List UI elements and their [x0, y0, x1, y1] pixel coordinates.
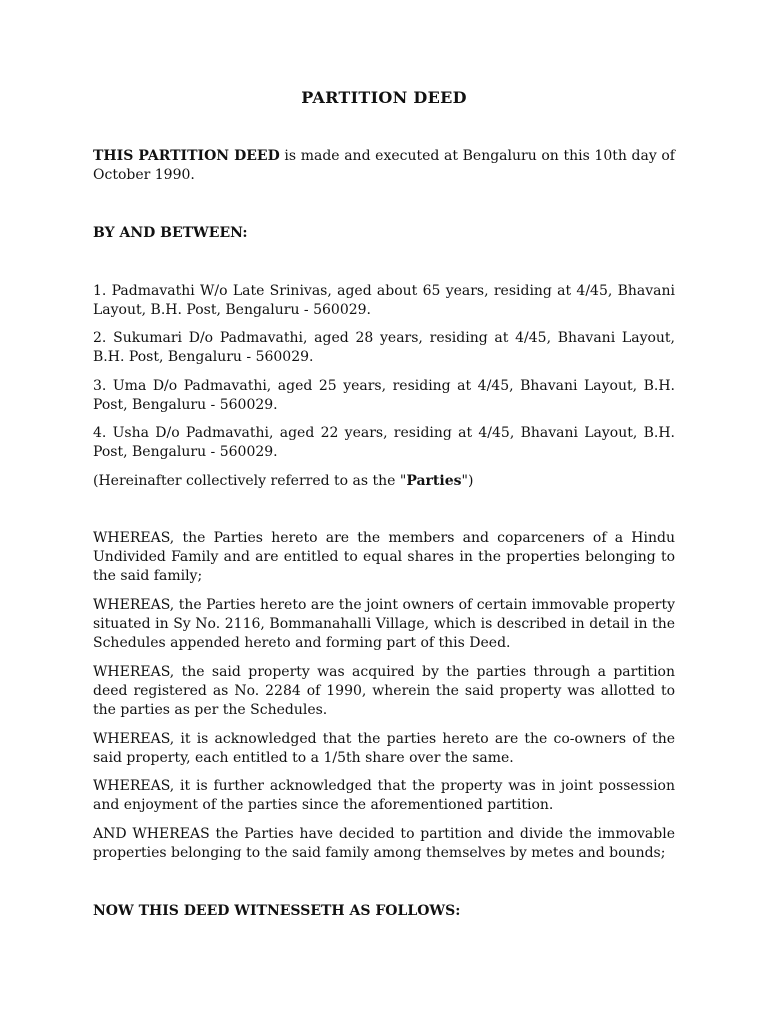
- parties-note-bold: Parties: [406, 473, 462, 489]
- recital-item: WHEREAS, the Parties hereto are the members and coparceners of a Hindu Undivided Family and are entitled to equal shares in the properties belonging to the said family;: [93, 530, 675, 584]
- party-item: 2. Sukumari D/o Padmavathi, aged 28 years, residing at 4/45, Bhavani Layout, B.H. Post, Bengaluru - 560029.: [93, 330, 675, 365]
- parties-note: [93, 472, 675, 491]
- party-item: 1. Padmavathi W/o Late Srinivas, aged about 65 years, residing at 4/45, Bhavani Layout, B.H. Post, Bengaluru - 560029.: [93, 283, 675, 318]
- party-item: 4. Usha D/o Padmavathi, aged 22 years, residing at 4/45, Bhavani Layout, B.H. Post, Bengaluru - 560029.: [93, 425, 675, 460]
- party-item: 3. Uma D/o Padmavathi, aged 25 years, residing at 4/45, Bhavani Layout, B.H. Post, Bengaluru - 560029.: [93, 378, 675, 413]
- intro-paragraph: [93, 147, 675, 185]
- between-heading: BY AND BETWEEN:: [93, 225, 248, 241]
- recital-item: WHEREAS, the Parties hereto are the joint owners of certain immovable property situated in Sy No. 2116, Bommanahalli Village, which is described in detail in the Schedules appended hereto and forming part of this Deed.: [93, 597, 675, 651]
- recital-item: WHEREAS, it is further acknowledged that the property was in joint possession and enjoyment of the parties since the aforementioned partition.: [93, 778, 675, 813]
- witnesseth-heading: NOW THIS DEED WITNESSETH AS FOLLOWS:: [93, 903, 461, 919]
- intro-lead: THIS PARTITION DEED: [93, 148, 280, 164]
- recital-item: WHEREAS, it is acknowledged that the parties hereto are the co-owners of the said property, each entitled to a 1/5th share over the same.: [93, 731, 675, 766]
- recital-item: WHEREAS, the said property was acquired by the parties through a partition deed registered as No. 2284 of 1990, wherein the said property was allotted to the parties as per the Schedules.: [93, 664, 675, 718]
- parties-note-after: "): [461, 473, 474, 489]
- recital-item: AND WHEREAS the Parties have decided to partition and divide the immovable properties belonging to the said family among themselves by metes and bounds;: [93, 826, 675, 861]
- intro-rest: is made and executed at Bengaluru on this 10th day of October 1990.: [93, 148, 675, 183]
- document-title: PARTITION DEED: [301, 88, 467, 107]
- parties-note-before: (Hereinafter collectively referred to as the ": [93, 473, 407, 489]
